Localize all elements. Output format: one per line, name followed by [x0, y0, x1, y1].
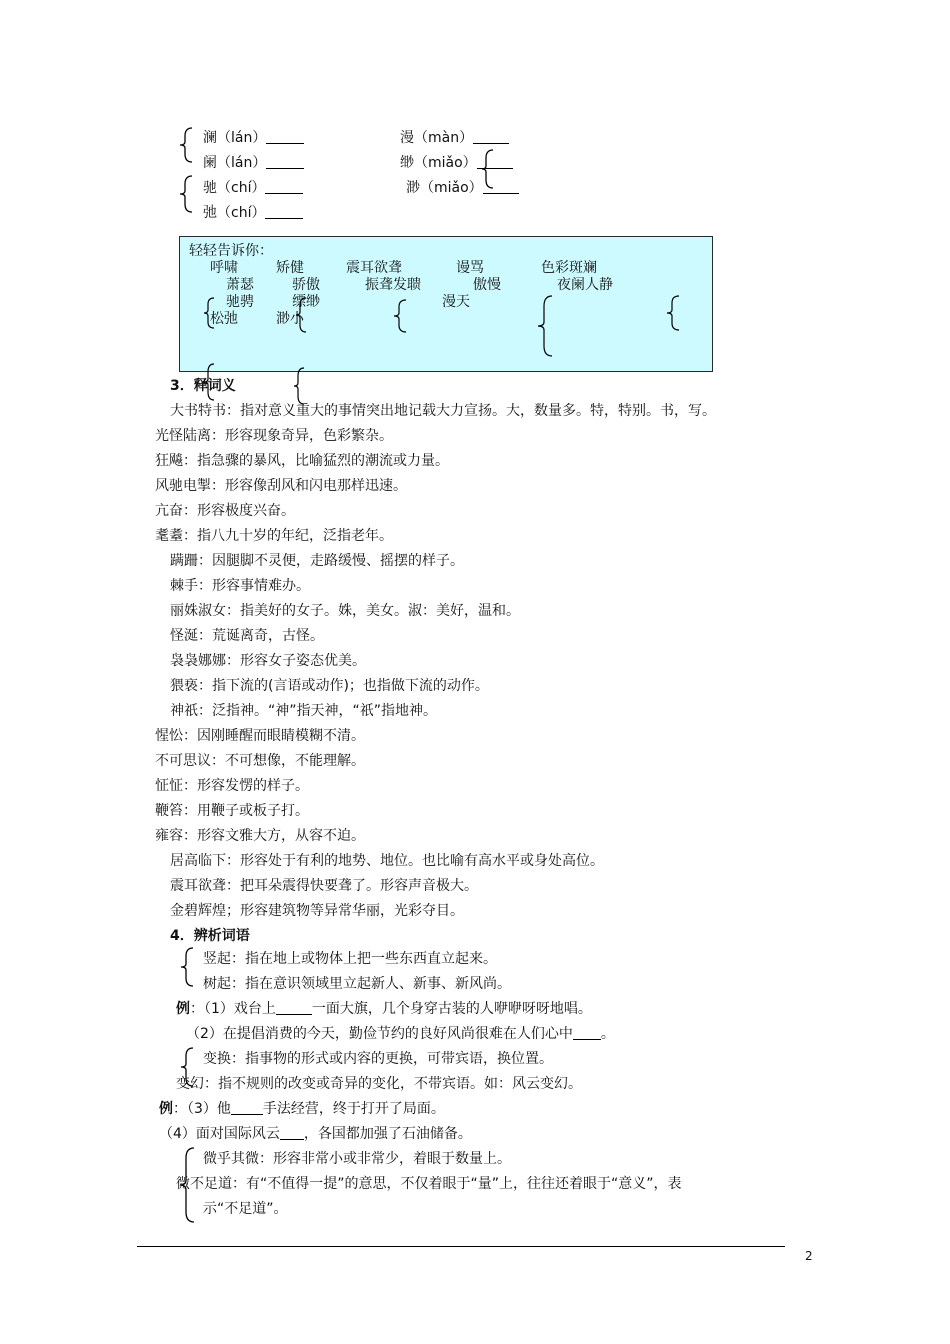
tip-word: 松弛	[210, 311, 238, 327]
tip-word: 萧瑟	[226, 277, 254, 293]
definition: 不可思议：不可想像，不能理解。	[155, 753, 365, 769]
brace-icon	[293, 366, 307, 406]
definition: 棘手：形容事情难办。	[170, 578, 310, 594]
brace-icon	[295, 296, 309, 334]
brace-icon	[666, 294, 682, 332]
example-line: （4）面对国际风云 ，各国都加强了石油储备。	[159, 1126, 472, 1142]
brace-icon	[178, 126, 196, 164]
pinyin-item: 澜（lán）	[203, 129, 304, 147]
pinyin-item: 漫（màn）	[400, 129, 509, 147]
tip-word: 振聋发聩	[365, 277, 421, 293]
definition: 金碧辉煌；形容建筑物等异常华丽，光彩夺目。	[170, 903, 464, 919]
definition: 狂飚：指急骤的暴风，比喻猛烈的潮流或力量。	[155, 453, 449, 469]
definition: 震耳欲聋：把耳朵震得快要聋了。形容声音极大。	[170, 878, 478, 894]
definition: 丽姝淑女：指美好的女子。姝，美女。淑：美好，温和。	[170, 603, 520, 619]
brace-icon	[179, 946, 197, 988]
pinyin-item: 弛（chí）	[203, 204, 303, 222]
definition: 雍容：形容文雅大方，从容不迫。	[155, 828, 365, 844]
page-number: 2	[805, 1249, 813, 1263]
definition: 大书特书：指对意义重大的事情突出地记载大力宣扬。大，数量多。特，特别。书，写。	[170, 403, 716, 419]
definition: 怪涎：荒诞离奇，古怪。	[170, 628, 324, 644]
tip-word: 夜阑人静	[557, 277, 613, 293]
word-definition: 竖起：指在地上或物体上把一些东西直立起来。	[203, 951, 497, 967]
tip-word: 缥缈	[292, 294, 320, 310]
tip-word: 色彩斑斓	[541, 260, 597, 276]
definition: 鞭笞：用鞭子或板子打。	[155, 803, 309, 819]
definition: 神祇：泛指神。“神”指天神，“祇”指地神。	[170, 703, 438, 719]
footer-rule	[137, 1246, 785, 1247]
tip-word: 驰骋	[226, 294, 254, 310]
definition: 居高临下：形容处于有利的地势、地位。也比喻有高水平或身处高位。	[170, 853, 604, 869]
definition: 蹒跚：因腿脚不灵便，走路缓慢、摇摆的样子。	[170, 553, 464, 569]
definition: 风驰电掣：形容像刮风和闪电那样迅速。	[155, 478, 407, 494]
definition: 耄耋：指八九十岁的年纪，泛指老年。	[155, 528, 393, 544]
tip-word: 漫天	[442, 294, 470, 310]
definition: 光怪陆离：形容现象奇异，色彩繁杂。	[155, 428, 393, 444]
word-definition: 微乎其微：形容非常小或非常少，着眼于数量上。	[203, 1151, 511, 1167]
tip-word: 震耳欲聋	[346, 260, 402, 276]
pinyin-item: 渺（miǎo）	[406, 179, 519, 197]
definition: 怔怔：形容发愣的样子。	[155, 778, 309, 794]
brace-icon	[393, 298, 409, 334]
definition: 亢奋：形容极度兴奋。	[155, 503, 295, 519]
definition: 袅袅娜娜：形容女子姿态优美。	[170, 653, 366, 669]
pinyin-item: 阑（lán）	[203, 154, 304, 172]
pinyin-item: 缈（miǎo）	[400, 154, 513, 172]
tip-word: 矫健	[276, 260, 304, 276]
example-line: （2）在提倡消费的今天，勤俭节约的良好风尚很难在人们心中 。	[186, 1026, 615, 1042]
tip-title: 轻轻告诉你：	[189, 243, 273, 259]
definition: 猥亵：指下流的(言语或动作)；也指做下流的动作。	[170, 678, 489, 694]
brace-icon	[203, 296, 217, 330]
example-line: 例：（1）戏台上 一面大旗，几个身穿古装的人咿咿呀呀地唱。	[176, 1001, 592, 1017]
definition: 惺忪：因刚睡醒而眼睛模糊不清。	[155, 728, 365, 744]
section3-heading: 3．释词义	[170, 378, 236, 394]
word-definition: 变幻：指不规则的改变或奇异的变化，不带宾语。如：风云变幻。	[176, 1076, 582, 1092]
tip-word: 渺小	[276, 311, 304, 327]
word-definition: 变换：指事物的形式或内容的更换，可带宾语，换位置。	[203, 1051, 553, 1067]
word-definition: 示“不足道”。	[203, 1201, 288, 1217]
tip-word: 骄傲	[292, 277, 320, 293]
pinyin-item: 驰（chí）	[203, 179, 303, 197]
tip-word: 傲慢	[473, 277, 501, 293]
tip-word: 呼啸	[210, 260, 238, 276]
example-line: 例：（3）他 手法经营，终于打开了局面。	[159, 1101, 445, 1117]
section4-heading: 4．辨析词语	[170, 928, 250, 944]
tip-word: 谩骂	[456, 260, 484, 276]
word-definition: 树起：指在意识领域里立起新人、新事、新风尚。	[203, 976, 511, 992]
word-definition: 微不足道：有“不值得一提”的意思，不仅着眼于“量”上，往往还着眼于“意义”，表	[176, 1176, 682, 1192]
brace-icon	[537, 294, 555, 358]
brace-icon	[178, 174, 196, 214]
